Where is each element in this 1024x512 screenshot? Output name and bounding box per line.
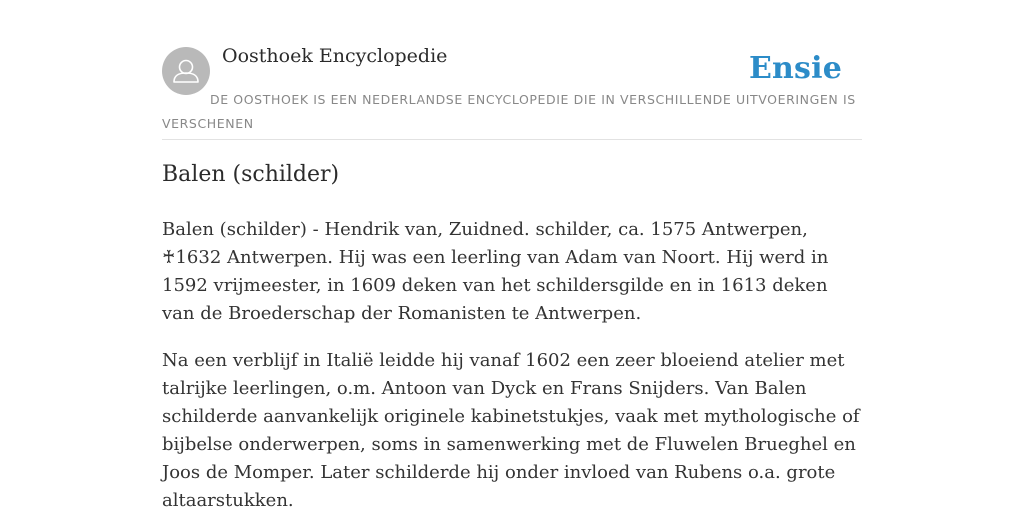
site-tagline: DE OOSTHOEK IS EEN NEDERLANDSE ENCYCLOPEDIE DIE IN VERSCHILLENDE UITVOERINGEN IS VERSCHENEN [162,92,856,131]
header-divider [162,139,862,140]
article-paragraph: Balen (schilder) - Hendrik van, Zuidned. schilder, ca. 1575 Antwerpen, ♰1632 Antwerpen. Hij was een leerling van Adam van Noort. Hij werd in 1592 vrijmeester, in 1609 deken van het schildersgilde en in 1613 deken van de Broederschap der Romanisten te Antwerpen. [162,219,829,324]
article-title: Balen (schilder) [162,162,340,187]
brand-logo[interactable]: Ensie [748,51,842,86]
article-body [162,216,862,512]
article-paragraph: Na een verblijf in Italië leidde hij vanaf 1602 een zeer bloeiend atelier met talrijke leerlingen, o.m. Antoon van Dyck en Frans Snijders. Van Balen schilderde aanvankelijk originele kabinetstukjes, vaak met mythologische of bijbelse onderwerpen, soms in samenwerking met de Fluwelen Brueghel en Joos de Momper. Later schilderde hij onder invloed van Rubens o.a. grote altaarstukken. [162,350,860,511]
site-name[interactable]: Oosthoek Encyclopedie [222,45,448,67]
